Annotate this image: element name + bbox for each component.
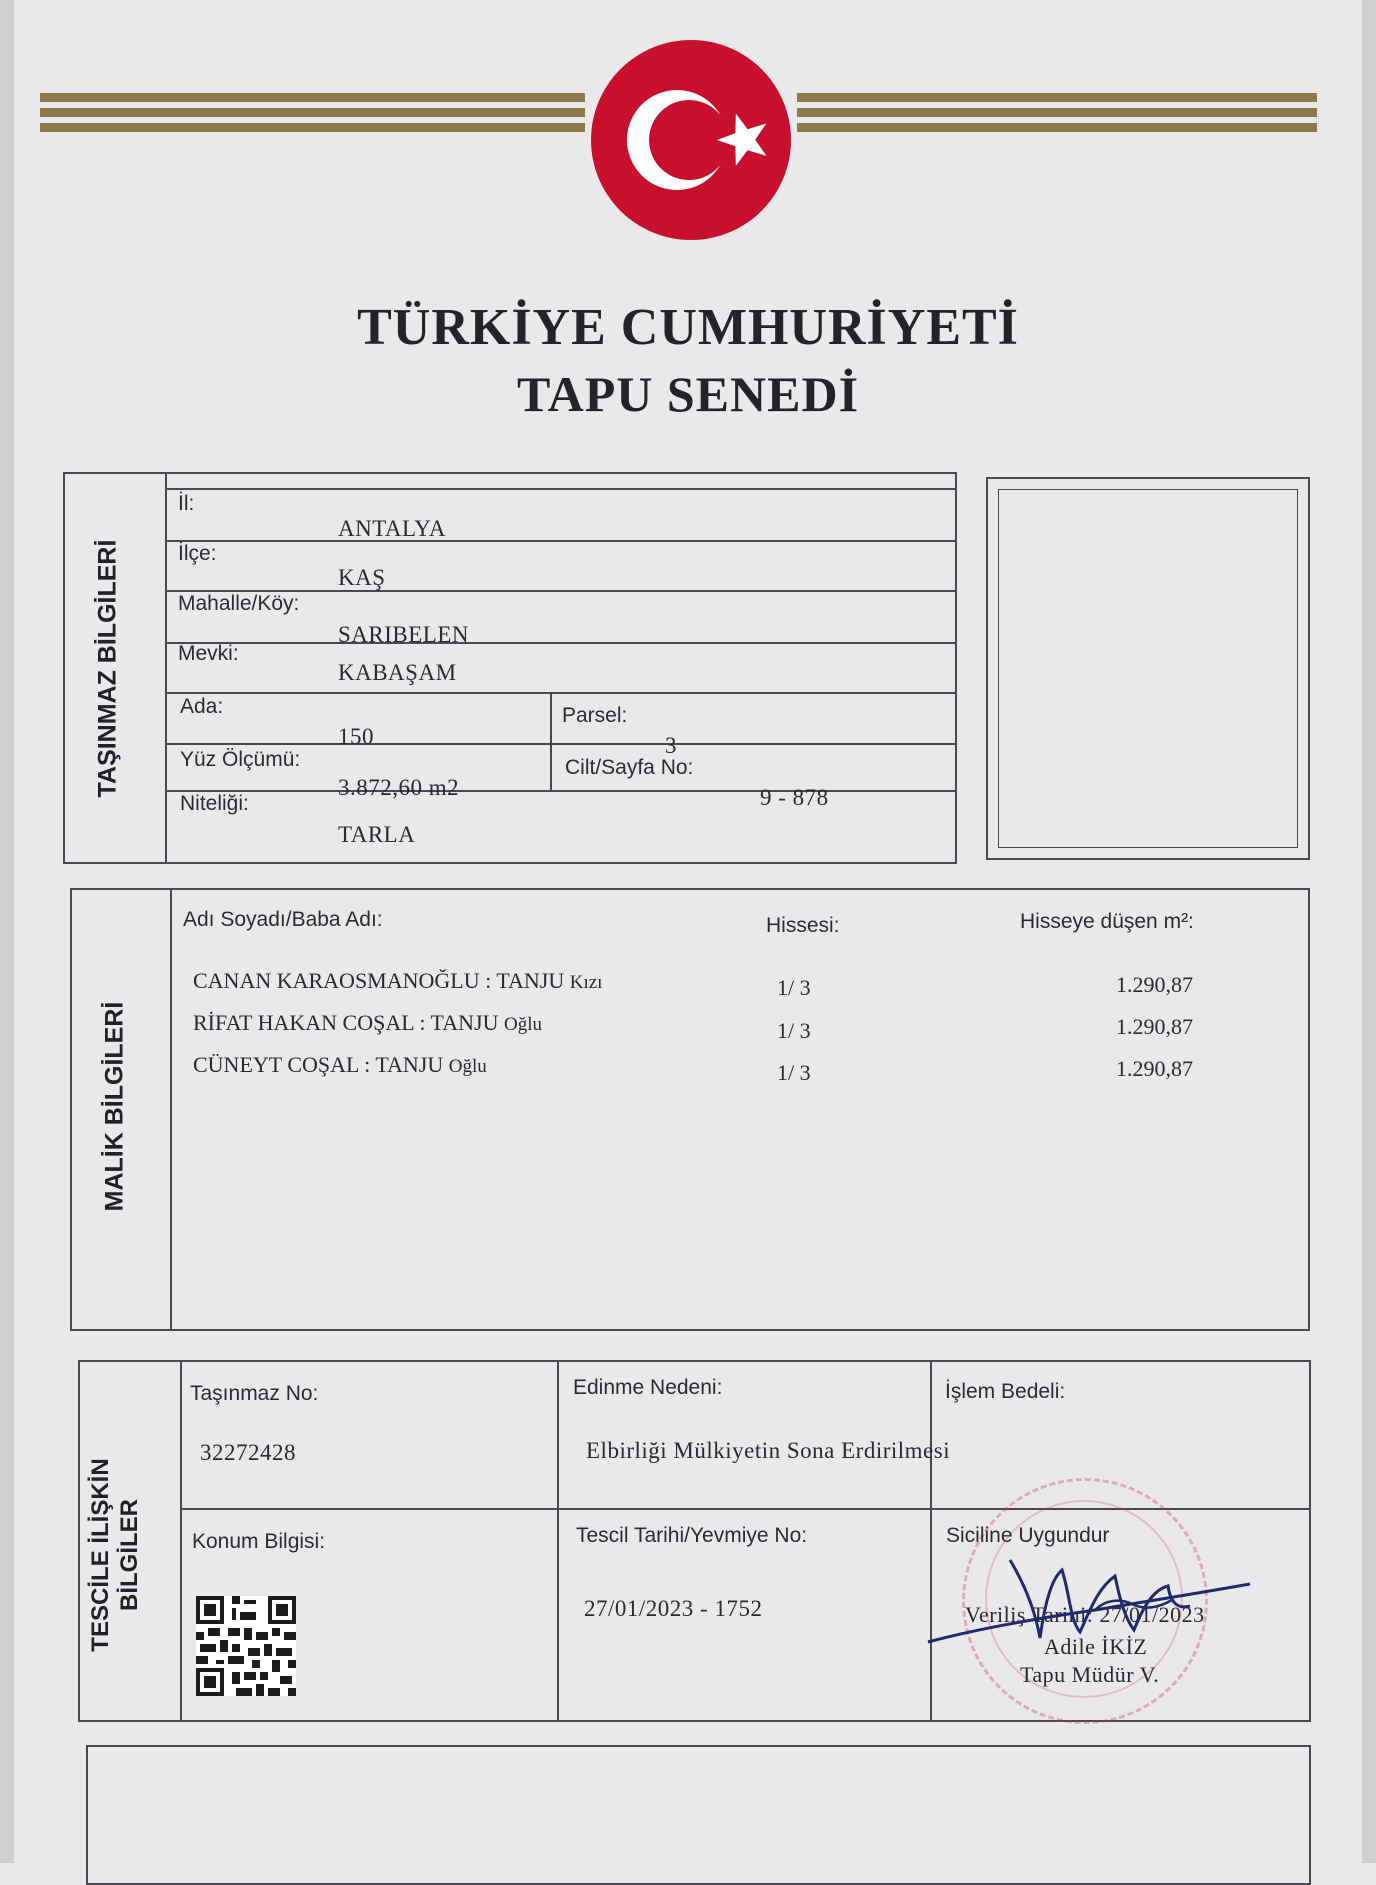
- malik-section: [70, 888, 1310, 1331]
- signer-title: Tapu Müdür V.: [1020, 1662, 1160, 1687]
- owner-row: [193, 1010, 542, 1036]
- edinme-nedeni-value: Elbirliği Mülkiyetin Sona Erdirilmesi: [586, 1438, 951, 1463]
- tescil-col-line: [557, 1360, 559, 1722]
- verilis-tarihi: Veriliş Tarihi: 27/01/2023: [965, 1602, 1205, 1627]
- yuz-olcumu-value: 3.872,60 m2: [338, 775, 460, 800]
- owner-name: CÜNEYT COŞAL : TANJU: [193, 1052, 444, 1077]
- gold-band-left-bottom: [40, 123, 585, 132]
- owner-area: 1.290,87: [1116, 1056, 1193, 1081]
- document-title: TÜRKİYE CUMHURİYETİ: [357, 299, 1019, 356]
- owner-share: 1/ 3: [777, 975, 811, 1000]
- malik-divider: [170, 888, 172, 1331]
- mevki-label: Mevki:: [178, 642, 239, 665]
- malik-section-title: MALİK BİLGİLERİ: [100, 1001, 129, 1212]
- mevki-value: KABAŞAM: [338, 660, 457, 685]
- niteligi-value: TARLA: [338, 822, 416, 847]
- tescil-tarihi-value: 27/01/2023 - 1752: [584, 1596, 763, 1621]
- niteligi-label: Niteliği:: [180, 792, 249, 815]
- tasinmaz-divider: [165, 472, 167, 864]
- owner-row: [193, 1052, 487, 1078]
- tescil-tarihi-label: Tescil Tarihi/Yevmiye No:: [576, 1524, 808, 1547]
- row-line: [165, 743, 955, 745]
- parsel-divider: [550, 692, 552, 790]
- tescil-section-title: [86, 1410, 144, 1700]
- owner-area: 1.290,87: [1116, 1014, 1193, 1039]
- islem-bedeli-label: İşlem Bedeli:: [945, 1380, 1066, 1403]
- yuz-olcumu-label: Yüz Ölçümü:: [180, 748, 301, 771]
- owner-relation: Oğlu: [503, 1014, 542, 1035]
- share-header: Hissesi:: [766, 914, 840, 937]
- document-subtitle: TAPU SENEDİ: [516, 366, 860, 422]
- gold-band-right-bottom: [797, 123, 1317, 132]
- owner-name-header: Adı Soyadı/Baba Adı:: [183, 908, 383, 931]
- owner-row: [193, 968, 602, 994]
- owner-relation: Kızı: [569, 972, 603, 993]
- gold-band-left-mid: [40, 108, 585, 117]
- crescent-star-icon: [591, 40, 791, 240]
- tasinmaz-no-value: 32272428: [200, 1440, 296, 1465]
- siciline-uygundur-label: Siciline Uygundur: [946, 1524, 1110, 1547]
- il-label: İl:: [178, 492, 195, 515]
- signature-icon: [920, 1540, 1260, 1660]
- owner-name: RİFAT HAKAN COŞAL : TANJU: [193, 1010, 499, 1035]
- bottom-section: [86, 1745, 1311, 1885]
- il-value: ANTALYA: [338, 516, 446, 541]
- ilce-value: KAŞ: [338, 565, 386, 590]
- gold-band-left-top: [40, 93, 585, 102]
- gold-band-right-mid: [797, 108, 1317, 117]
- owner-area: 1.290,87: [1116, 972, 1193, 997]
- row-line: [165, 692, 955, 694]
- mahalle-label: Mahalle/Köy:: [178, 592, 300, 615]
- gold-band-right-top: [797, 93, 1317, 102]
- owner-name: CANAN KARAOSMANOĞLU : TANJU: [193, 968, 565, 993]
- paper-edge-left: [0, 0, 14, 1863]
- crescent-star-emblem: [591, 40, 791, 240]
- owner-share: 1/ 3: [777, 1018, 811, 1043]
- row-line: [165, 488, 955, 490]
- qr-code-icon: [196, 1596, 296, 1696]
- owner-share: 1/ 3: [777, 1060, 811, 1085]
- owner-relation: Oğlu: [448, 1056, 487, 1077]
- ilce-label: İlçe:: [178, 542, 217, 565]
- parsel-value: 3: [665, 733, 677, 758]
- tescil-divider: [180, 1360, 182, 1722]
- tescil-title-line1: TESCİLE İLİŞKİN: [87, 1458, 114, 1652]
- tasinmaz-section-title: TAŞINMAZ BİLGİLERİ: [93, 539, 122, 798]
- signer-name: Adile İKİZ: [1044, 1634, 1148, 1659]
- ada-label: Ada:: [180, 695, 224, 718]
- row-line: [165, 642, 955, 644]
- paper-edge-right: [1362, 0, 1376, 1863]
- cilt-sayfa-value: 9 - 878: [760, 785, 829, 810]
- mahalle-value: SARIBELEN: [338, 622, 469, 647]
- parsel-label: Parsel:: [562, 704, 628, 727]
- tasinmaz-no-label: Taşınmaz No:: [190, 1382, 319, 1405]
- konum-bilgisi-label: Konum Bilgisi:: [192, 1530, 326, 1553]
- ada-value: 150: [338, 724, 374, 749]
- tescil-title-line2: BİLGİLER: [116, 1499, 143, 1611]
- row-line: [165, 790, 955, 792]
- edinme-nedeni-label: Edinme Nedeni:: [573, 1376, 723, 1399]
- photo-frame-inner: [998, 489, 1298, 848]
- area-header: Hisseye düşen m²:: [1020, 910, 1194, 933]
- row-line: [165, 540, 955, 542]
- cilt-sayfa-label: Cilt/Sayfa No:: [565, 756, 694, 779]
